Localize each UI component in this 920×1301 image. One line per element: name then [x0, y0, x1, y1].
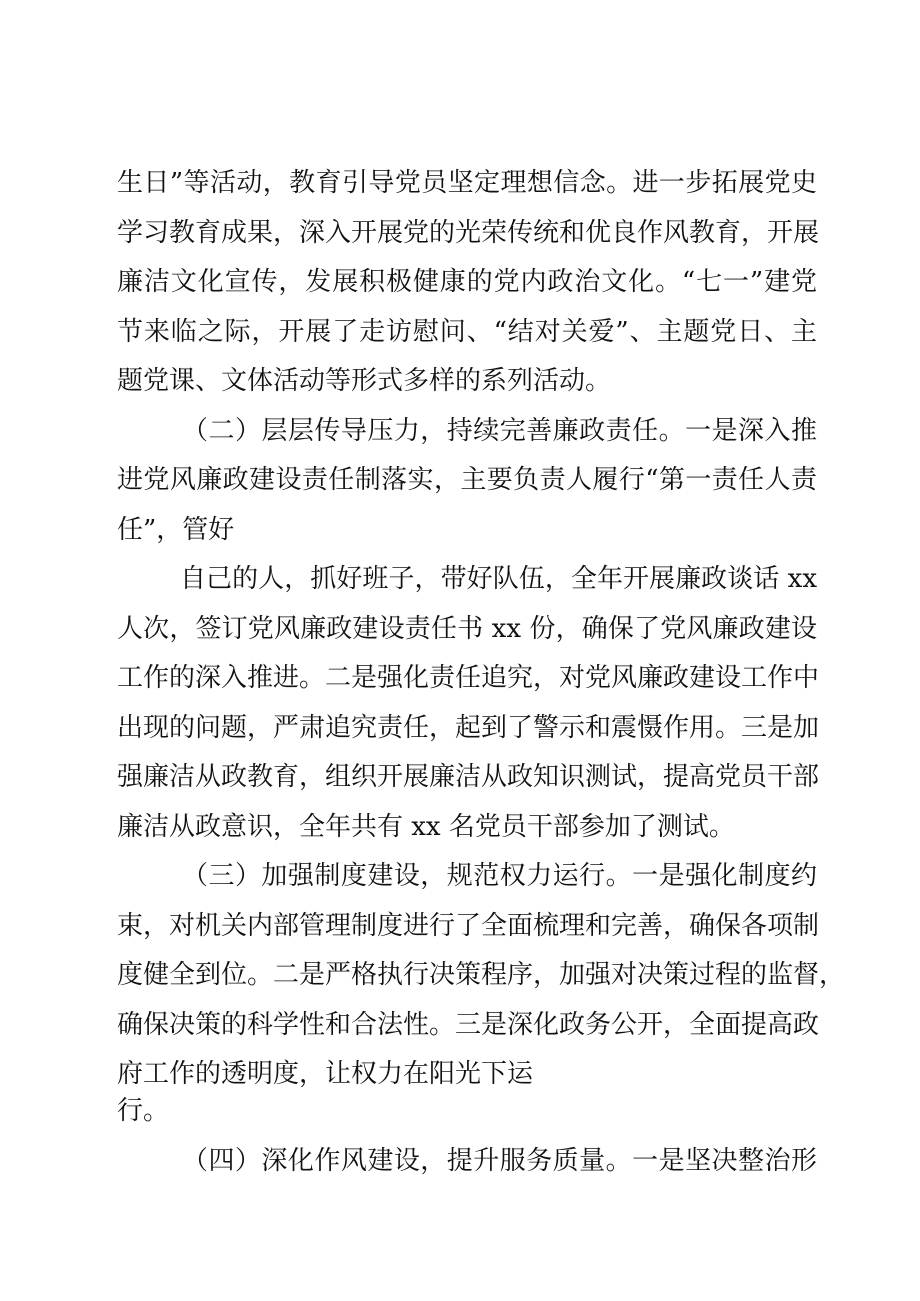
text-line: 束，对机关内部管理制度进行了全面梳理和完善，确保各项制	[117, 911, 820, 941]
text-line: 府工作的透明度，让权力在阳光下运	[117, 1059, 534, 1089]
text-line: 出现的问题，严肃追究责任，起到了警示和震慑作用。三是加	[117, 713, 820, 743]
text-line: 强廉洁从政教育，组织开展廉洁从政知识测试，提高党员干部	[117, 762, 820, 792]
section-heading-line: （二）层层传导压力，持续完善廉政责任。一是深入推	[182, 416, 817, 446]
text-line: 行。	[117, 1096, 170, 1126]
text-line: 确保决策的科学性和合法性。三是深化政务公开，全面提高政	[117, 1010, 820, 1040]
text-line: 生日”等活动，教育引导党员坚定理想信念。进一步拓展党史	[117, 168, 817, 198]
text-line: 自己的人，抓好班子，带好队伍，全年开展廉政谈话 xx	[180, 564, 817, 594]
section-heading-line: （三）加强制度建设，规范权力运行。一是强化制度约	[182, 861, 817, 891]
text-line: 题党课、文体活动等形式多样的系列活动。	[117, 366, 612, 396]
text-line: 度健全到位。二是严格执行决策程序，加强对决策过程的监督，	[117, 960, 846, 990]
section-heading-line: （四）深化作风建设，提升服务质量。一是坚决整治形	[182, 1146, 817, 1176]
text-line: 节来临之际，开展了走访慰问、“结对关爱”、主题党日、主	[117, 317, 817, 347]
text-line: 进党风廉政建设责任制落实，主要负责人履行“第一责任人责	[117, 465, 817, 495]
text-line: 廉洁文化宣传，发展积极健康的党内政治文化。“七一”建党	[117, 267, 817, 297]
text-line: 廉洁从政意识，全年共有 xx 名党员干部参加了测试。	[117, 812, 735, 842]
text-line: 学习教育成果，深入开展党的光荣传统和优良作风教育，开展	[117, 218, 820, 248]
text-line: 人次，签订党风廉政建设责任书 xx 份，确保了党风廉政建设	[117, 614, 817, 644]
text-line: 工作的深入推进。二是强化责任追究，对党风廉政建设工作中	[117, 663, 820, 693]
text-line: 任”，管好	[117, 515, 235, 545]
